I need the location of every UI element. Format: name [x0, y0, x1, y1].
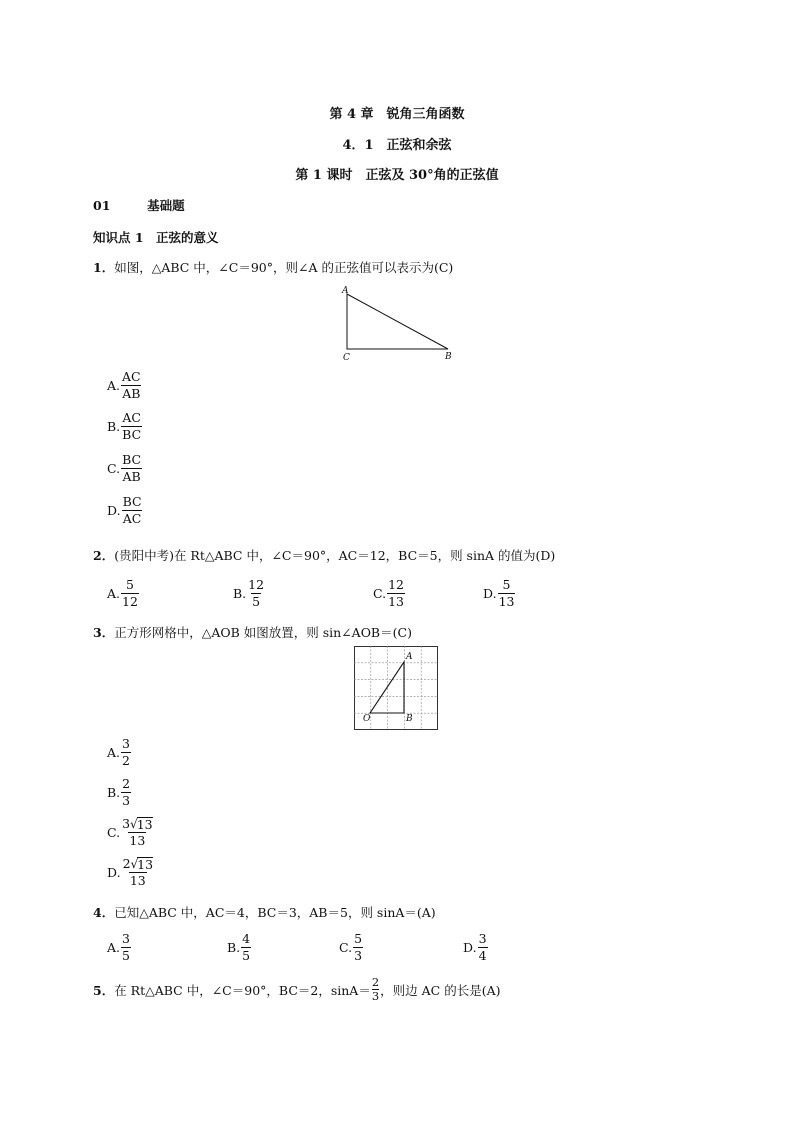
question-text-end: ，则边 AC 的长是(A) [380, 982, 501, 998]
numerator: 5 [502, 577, 511, 592]
q2-option-c[interactable] [373, 577, 405, 610]
denominator: 13 [498, 594, 515, 609]
fraction [122, 856, 155, 889]
option-label: D. [463, 940, 477, 955]
option-label: A. [107, 586, 121, 601]
q1-option-b[interactable] [107, 410, 142, 443]
option-label: B. [227, 940, 241, 955]
fraction [121, 736, 131, 769]
q4-option-b[interactable] [227, 931, 251, 964]
option-label: A. [107, 745, 121, 760]
numerator: 2 [371, 975, 380, 989]
coefficient: 3 [122, 816, 131, 831]
question-number: 2． [93, 548, 115, 563]
q1-option-d[interactable] [107, 494, 143, 527]
numerator [121, 816, 154, 832]
lesson-title: 第 1 课时 正弦及 30°角的正弦值 [295, 168, 499, 183]
knowledge-point: 知识点 1 正弦的意义 [93, 230, 219, 245]
numerator: 4 [242, 931, 251, 946]
denominator: 2 [122, 753, 130, 768]
denominator: 5 [122, 948, 130, 963]
grid-triangle-aob-figure [354, 646, 438, 730]
q4-option-a[interactable] [107, 931, 131, 964]
radical-sign: √ [130, 817, 138, 831]
fraction [498, 577, 516, 610]
q2-option-b[interactable] [233, 577, 265, 610]
vertex-b-label: B [406, 714, 413, 724]
square-root [131, 857, 154, 872]
option-label: B. [107, 785, 121, 800]
q2-option-d[interactable] [483, 577, 515, 610]
numerator: BC [122, 452, 142, 467]
q3-option-c[interactable] [107, 816, 154, 849]
numerator: 2 [122, 776, 131, 791]
vertex-c-label: C [343, 353, 350, 363]
denominator: 13 [129, 873, 146, 888]
triangle-abc-figure [338, 284, 458, 364]
question-number: 4． [93, 905, 115, 920]
numerator: 3 [122, 736, 130, 751]
denominator: 5 [252, 594, 261, 609]
section-title: 4．1 正弦和余弦 [342, 138, 452, 153]
denominator: AB [122, 469, 141, 484]
question-text: 正方形网格中，△AOB 如图放置，则 sin∠AOB＝(C) [114, 625, 412, 640]
q3-option-a[interactable] [107, 736, 131, 769]
fraction [121, 776, 131, 809]
denominator: 3 [122, 793, 131, 808]
q4-option-c[interactable] [339, 931, 363, 964]
inline-fraction [372, 976, 379, 1003]
denominator: 13 [129, 833, 146, 848]
q1-option-c[interactable] [107, 452, 142, 485]
option-label: C. [107, 461, 121, 476]
numerator: 3 [122, 931, 130, 946]
denominator: BC [122, 427, 142, 442]
question-2 [93, 546, 555, 564]
denominator: 4 [478, 948, 487, 963]
option-label: D. [483, 586, 497, 601]
option-label: A. [107, 378, 121, 393]
fraction [387, 577, 405, 610]
numerator: 5 [354, 931, 363, 946]
numerator: BC [122, 494, 142, 509]
denominator: AC [122, 511, 142, 526]
vertex-b-label: B [445, 352, 452, 362]
fraction [121, 369, 142, 402]
option-label: B. [233, 586, 247, 601]
vertex-a-label: A [406, 652, 413, 662]
q4-option-d[interactable] [463, 931, 488, 964]
numerator: AC [122, 410, 141, 425]
option-label: C. [339, 940, 353, 955]
question-number: 1． [93, 260, 115, 275]
question-3 [93, 623, 412, 641]
denominator: 3 [354, 948, 363, 963]
vertex-o-label: O [363, 714, 371, 724]
q1-option-a[interactable] [107, 369, 142, 402]
radicand: 13 [136, 817, 153, 832]
fraction [122, 494, 143, 527]
question-5 [93, 976, 500, 1003]
fraction [121, 931, 131, 964]
part-number: 01 [93, 198, 111, 213]
q3-option-d[interactable] [107, 856, 154, 889]
fraction [121, 816, 154, 849]
fraction [353, 931, 363, 964]
denominator: 12 [122, 594, 138, 609]
q3-option-b[interactable] [107, 776, 131, 809]
triangle-aob [370, 662, 404, 713]
fraction [247, 577, 265, 610]
question-number: 5． [93, 982, 115, 998]
numerator: 12 [248, 577, 265, 592]
option-label: C. [107, 825, 121, 840]
fraction [121, 452, 142, 485]
fraction [478, 931, 488, 964]
question-text: (贵阳中考)在 Rt△ABC 中，∠C＝90°，AC＝12，BC＝5，则 sinA 的值为(D) [114, 548, 556, 563]
option-label: C. [373, 586, 387, 601]
q2-option-a[interactable] [107, 577, 139, 610]
numerator [122, 856, 155, 872]
question-number: 3． [93, 625, 115, 640]
option-label: D. [107, 865, 121, 880]
option-label: A. [107, 940, 121, 955]
denominator: AB [122, 386, 141, 401]
chapter-title: 第 4 章 锐角三角函数 [329, 107, 465, 122]
numerator: AC [122, 369, 141, 384]
radicand: 13 [137, 857, 154, 872]
numerator: 3 [478, 931, 487, 946]
question-4 [93, 903, 436, 921]
square-root [130, 817, 153, 832]
fraction [121, 410, 142, 443]
option-label: B. [107, 419, 121, 434]
vertex-a-label: A [342, 286, 349, 296]
numerator: 12 [388, 577, 404, 592]
denominator: 3 [371, 989, 380, 1003]
part-title: 基础题 [147, 198, 185, 213]
question-text: 在 Rt△ABC 中，∠C＝90°，BC＝2，sinA＝ [114, 982, 371, 998]
question-text: 如图，△ABC 中，∠C＝90°，则∠A 的正弦值可以表示为(C) [114, 260, 454, 275]
radical-sign: √ [130, 857, 139, 871]
part-heading [93, 196, 185, 214]
fraction [241, 931, 251, 964]
coefficient: 2 [122, 856, 131, 871]
fraction [121, 577, 139, 610]
denominator: 5 [242, 948, 251, 963]
question-text: 已知△ABC 中，AC＝4，BC＝3，AB＝5，则 sinA＝(A) [114, 905, 436, 920]
numerator: 5 [125, 577, 134, 592]
option-label: D. [107, 503, 121, 518]
denominator: 13 [388, 594, 404, 609]
question-1 [93, 258, 453, 276]
